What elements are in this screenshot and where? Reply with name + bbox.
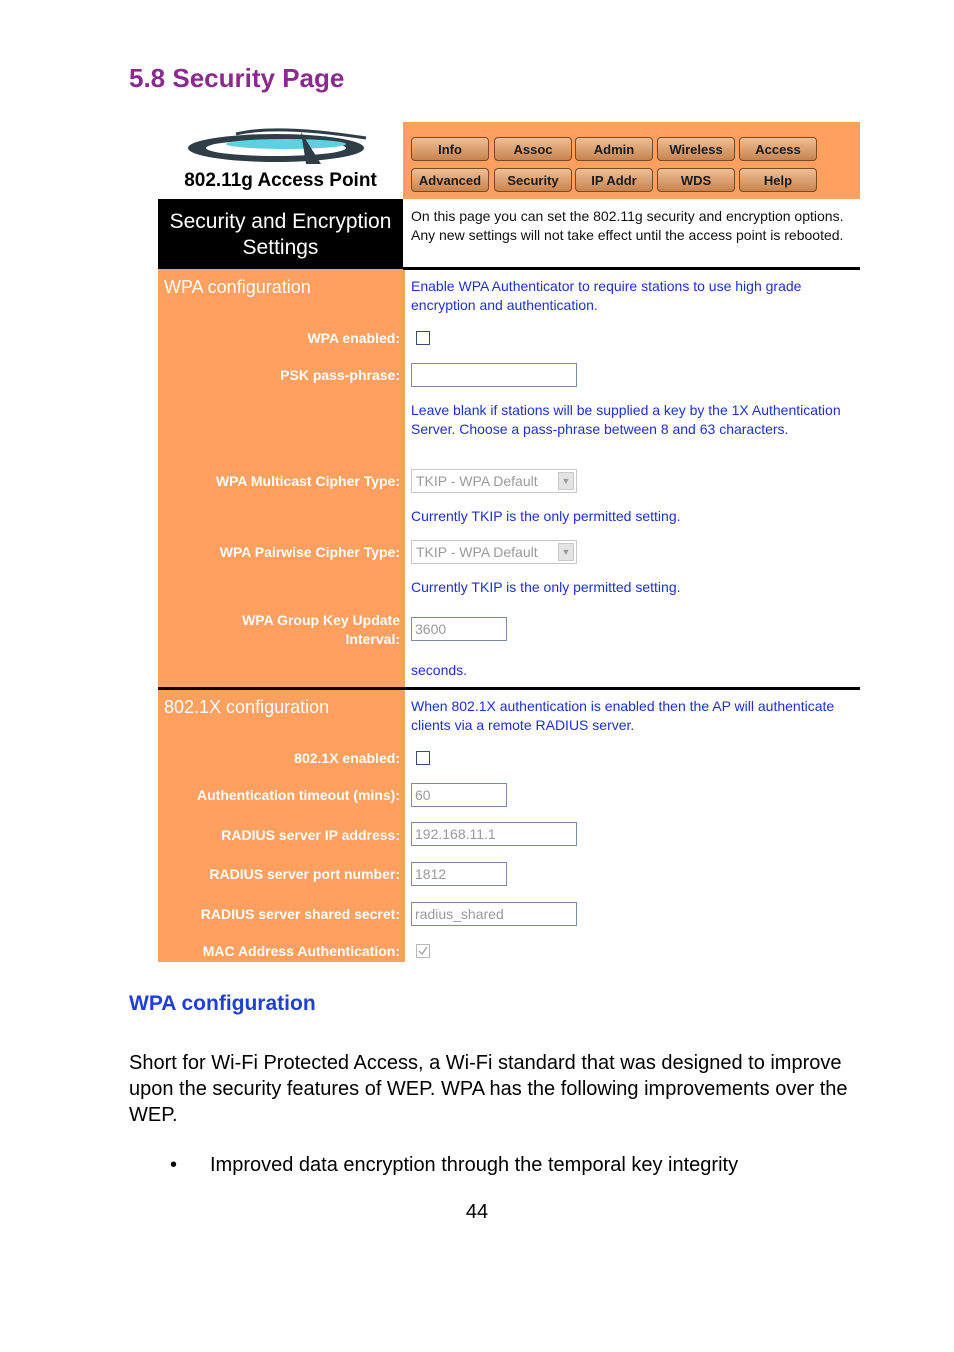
pairwise-cipher-help: Currently TKIP is the only permitted setting. [411,579,681,595]
multicast-cipher-label: WPA Multicast Cipher Type: [215,473,400,489]
logo-swoosh-icon [176,124,386,170]
multicast-cipher-value: TKIP - WPA Default [416,473,538,489]
intro-text: On this page you can set the 802.11g security and encryption options. Any new settings will not take effect until the access point is rebooted. [411,208,844,243]
wpa-enabled-label: WPA enabled: [307,330,400,346]
pairwise-cipher-value: TKIP - WPA Default [416,544,538,560]
nav-assoc-button[interactable]: Assoc [494,137,572,161]
divider [158,687,860,690]
chevron-down-icon[interactable]: ▼ [558,472,574,490]
nav-help-button[interactable]: Help [739,168,817,192]
radius-ip-label: RADIUS server IP address: [221,827,400,843]
dot1x-section-heading: 802.1X configuration [164,697,330,717]
mac-auth-checkbox[interactable] [416,944,430,958]
pairwise-cipher-label: WPA Pairwise Cipher Type: [219,544,400,560]
psk-help: Leave blank if stations will be supplied a key by the 1X Authentication Server. Choose a pass-phrase between 8 and 63 characters. [411,402,841,437]
nav-access-button[interactable]: Access [739,137,817,161]
nav-ipaddr-button[interactable]: IP Addr [575,168,653,192]
dot1x-description: When 802.1X authentication is enabled then the AP will authenticate clients via a remote RADIUS server. [411,698,835,733]
multicast-cipher-help: Currently TKIP is the only permitted setting. [411,508,681,524]
nav-wireless-button[interactable]: Wireless [657,137,735,161]
multicast-cipher-select[interactable] [411,469,577,493]
subsection-title: WPA configuration [129,992,316,1015]
auth-timeout-label: Authentication timeout (mins): [197,787,400,803]
chevron-down-icon[interactable]: ▼ [558,543,574,561]
psk-input[interactable] [411,363,577,387]
wpa-section-heading: WPA configuration [164,277,311,297]
psk-label: PSK pass-phrase: [280,367,400,383]
nav-bar [403,122,860,199]
wpa-enabled-checkbox[interactable] [416,331,430,345]
page-number: 44 [465,1201,489,1223]
bullet-marker: • [170,1154,178,1176]
radius-port-label: RADIUS server port number: [209,866,400,882]
radius-ip-input[interactable]: 192.168.11.1 [411,822,577,846]
radius-secret-input[interactable]: radius_shared [411,902,577,926]
body-paragraph: Short for Wi-Fi Protected Access, a Wi-Fi standard that was designed to improve upon the security features of WEP. WPA has the following improvements over the WEP. [129,1052,848,1126]
auth-timeout-input[interactable]: 60 [411,783,507,807]
group-key-label: WPA Group Key Update Interval: [242,612,400,647]
section-title: 5.8 Security Page [129,63,345,93]
pairwise-cipher-select[interactable] [411,540,577,564]
logo-area [158,122,403,199]
group-key-input[interactable]: 3600 [411,617,507,641]
dot1x-enabled-label: 802.1X enabled: [294,750,400,766]
radius-secret-label: RADIUS server shared secret: [200,906,400,922]
radius-port-input[interactable]: 1812 [411,862,507,886]
nav-admin-button[interactable]: Admin [575,137,653,161]
nav-advanced-button[interactable]: Advanced [411,168,489,192]
router-screenshot [158,122,860,962]
bullet-item: Improved data encryption through the temporal key integrity [210,1154,739,1176]
nav-wds-button[interactable]: WDS [657,168,735,192]
page-title: Security and Encryption Settings [158,199,403,269]
checkmark-icon [417,945,429,957]
divider [403,267,860,270]
dot1x-enabled-checkbox[interactable] [416,751,430,765]
logo-caption: 802.11g Access Point [184,170,377,191]
nav-info-button[interactable]: Info [411,137,489,161]
mac-auth-label: MAC Address Authentication: [202,943,400,959]
nav-security-button[interactable]: Security [494,168,572,192]
group-key-unit: seconds. [411,662,468,678]
wpa-description: Enable WPA Authenticator to require stations to use high grade encryption and authentication. [411,278,802,313]
